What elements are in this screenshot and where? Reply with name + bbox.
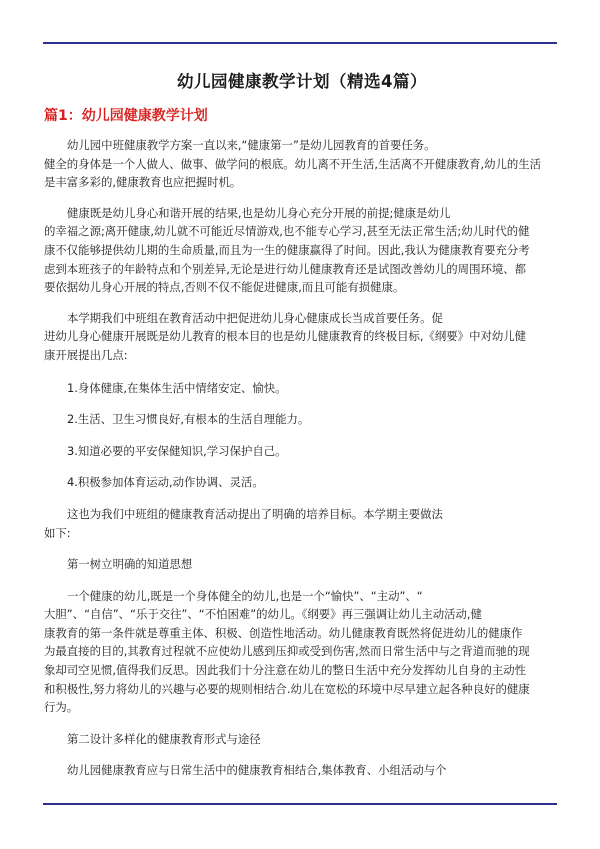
paragraph-line: 和积极性,努力将幼儿的兴趣与必要的规则相结合.幼儿在宽松的环境中尽早建立起各种良好的健康 — [44, 681, 530, 696]
list-item: 2.生活、卫生习惯良好,有根本的生活自理能力。 — [67, 412, 310, 427]
paragraph-line: 的幸福之源;离开健康,幼儿就不可能近尽情游戏,也不能专心学习,甚至无法正常生活;幼儿时代的健 — [44, 224, 530, 239]
document-title: 幼儿园健康教学计划（精选4篇） — [177, 72, 427, 91]
paragraph-line: 要依据幼儿身心开展的特点,否则不仅不能促进健康,而且可能有损健康。 — [44, 280, 405, 295]
top-rule — [43, 42, 557, 44]
paragraph-line: 康教育的第一条件就是尊重主体、积极、创造性地活动。幼儿健康教育既然将促进幼儿的健康作 — [44, 625, 523, 640]
paragraph-3 — [44, 309, 560, 365]
list-item: 3.知道必要的平安保健知识,学习保护自己。 — [67, 443, 287, 458]
paragraph-line: 进幼儿身心健康开展既是幼儿教育的根本目的也是幼儿健康教育的终极目标,《纲要》中对幼儿健 — [44, 329, 527, 344]
paragraph-line: 健全的身体是一个人做人、做事、做学问的根底。幼儿离不开生活,生活离不开健康教育,幼儿的生活 — [44, 156, 542, 171]
paragraph-line: 这也为我们中班组的健康教育活动提出了明确的培养目标。本学期主要做法 — [67, 506, 443, 521]
list-item: 1.身体健康,在集体生活中情绪安定、愉快。 — [67, 380, 287, 395]
document-body — [44, 70, 560, 788]
paragraph-line: 康开展提出几点: — [44, 347, 128, 362]
paragraph-line: 一个健康的幼儿,既是一个身体健全的幼儿,也是一个“愉快”、“主动”、“ — [67, 588, 423, 603]
paragraph-line: 行为。 — [44, 700, 79, 715]
paragraph-line: 如下: — [44, 525, 71, 540]
subheading-1: 第一树立明确的知道思想 — [67, 557, 193, 572]
section-title: 篇1：幼儿园健康教学计划 — [44, 108, 208, 124]
paragraph-5 — [44, 587, 560, 717]
list-item: 4.积极参加体育运动,动作协调、灵活。 — [67, 475, 264, 490]
paragraph-6 — [44, 761, 560, 780]
paragraph-line: 为最直接的目的,其教育过程就不应使幼儿感到压抑或受到伤害,然而日常生活中与之背道而驰的现 — [44, 644, 530, 659]
paragraph-1 — [44, 136, 560, 192]
paragraph-2 — [44, 204, 560, 297]
paragraph-line: 本学期我们中班组在教育活动中把促进幼儿身心健康成长当成首要任务。促 — [67, 310, 443, 325]
subheading-2: 第二设计多样化的健康教育形式与途径 — [67, 731, 261, 746]
paragraph-line: 是丰富多彩的,健康教育也应把握时机。 — [44, 175, 242, 190]
paragraph-line: 幼儿园健康教育应与日常生活中的健康教育相结合,集体教育、小组活动与个 — [67, 763, 447, 778]
paragraph-line: 幼儿园中班健康教学方案一直以来,“健康第一”是幼儿园教育的首要任务。 — [67, 138, 436, 152]
paragraph-line: 虑到本班孩子的年龄特点和个别差异,无论是进行幼儿健康教育还是试图改善幼儿的周围环境、都 — [44, 261, 527, 276]
paragraph-line: 康不仅能够提供幼儿期的生命质量,而且为一生的健康赢得了时间。因此,我认为健康教育要充分考 — [44, 242, 530, 257]
bottom-rule — [43, 803, 557, 805]
paragraph-line: 大胆”、“自信”、“乐于交往”、“不怕困难”的幼儿。《纲要》再三强调让幼儿主动活动,健 — [44, 607, 482, 622]
paragraph-line: 健康既是幼儿身心和谐开展的结果,也是幼儿身心充分开展的前提;健康是幼儿 — [67, 205, 451, 220]
paragraph-4 — [44, 505, 560, 542]
paragraph-line: 象却司空见惯,值得我们反思。因此我们十分注意在幼儿的整日生活中充分发挥幼儿自身的主动性 — [44, 663, 527, 678]
